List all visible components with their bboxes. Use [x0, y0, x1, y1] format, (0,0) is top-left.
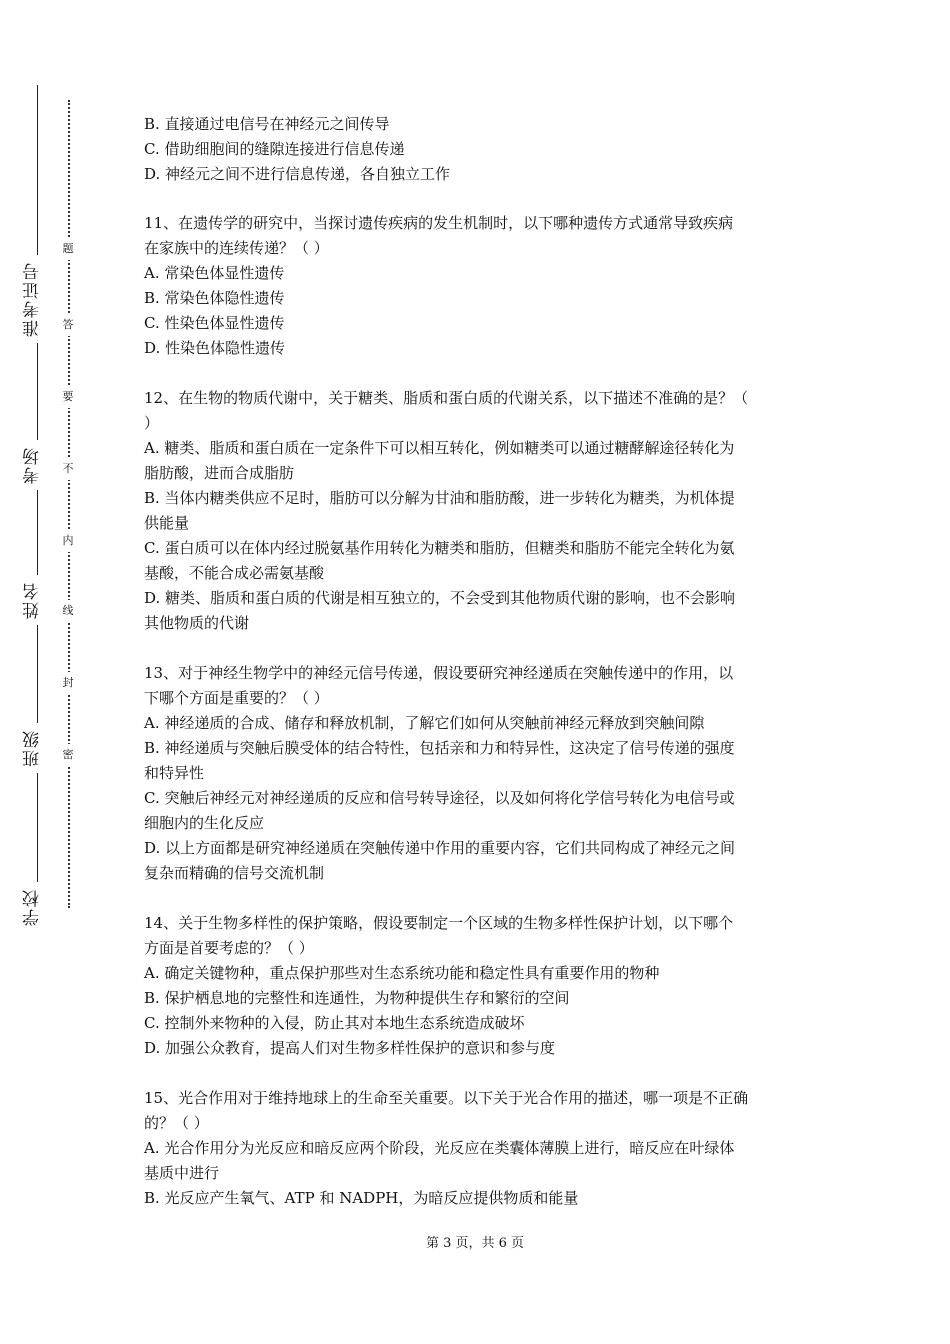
option-line: C. 蛋白质可以在体内经过脱氨基作用转化为糖类和脂肪，但糖类和脂肪不能完全转化为氨	[144, 539, 735, 557]
option-line: 脂肪酸，进而合成脂肪	[144, 464, 295, 482]
question-stem: ）	[144, 414, 160, 432]
seal-char: 要	[60, 386, 76, 408]
question-stem: 在家族中的连续传递？（ ）	[144, 239, 329, 257]
question-10-continued	[144, 112, 812, 187]
option-line: A. 糖类、脂质和蛋白质在一定条件下可以相互转化，例如糖类可以通过糖酵解途径转化为	[144, 439, 735, 457]
option-line: B. 当体内糖类供应不足时，脂肪可以分解为甘油和脂肪酸，进一步转化为糖类，为机体提	[144, 489, 735, 507]
question-stem: 14、关于生物多样性的保护策略，假设要制定一个区域的生物多样性保护计划，以下哪个	[144, 914, 734, 932]
label-name: 姓名	[20, 575, 56, 625]
option-line: C. 性染色体显性遗传	[144, 314, 285, 332]
option-line: 细胞内的生化反应	[144, 814, 265, 832]
option-line: D. 糖类、脂质和蛋白质的代谢是相互独立的，不会受到其他物质代谢的影响，也不会影响	[144, 589, 736, 607]
seal-char: 不	[60, 458, 76, 480]
option-line: A. 常染色体显性遗传	[144, 264, 285, 282]
option-line: A. 神经递质的合成、储存和释放机制，了解它们如何从突触前神经元释放到突触间隙	[144, 714, 705, 732]
option-line: B. 神经递质与突触后膜受体的结合特性，包括亲和力和特异性，这决定了信号传递的强度	[144, 739, 735, 757]
option-line: B. 直接通过电信号在神经元之间传导	[144, 115, 390, 133]
label-exam-room: 考场	[20, 440, 56, 490]
question-stem: 下哪个方面是重要的？（ ）	[144, 689, 329, 707]
seal-char: 题	[60, 238, 76, 260]
label-class: 班级	[20, 723, 56, 773]
option-line: 基质中进行	[144, 1164, 220, 1182]
seal-char: 密	[60, 744, 76, 766]
question-stem: 15、光合作用对于维持地球上的生命至关重要。以下关于光合作用的描述，哪一项是不正确	[144, 1089, 749, 1107]
seal-char: 封	[60, 672, 76, 694]
question-stem: 方面是首要考虑的？（ ）	[144, 939, 314, 957]
option-line: D. 加强公众教育，提高人们对生物多样性保护的意识和参与度	[144, 1039, 556, 1057]
option-line: A. 光合作用分为光反应和暗反应两个阶段，光反应在类囊体薄膜上进行，暗反应在叶绿体	[144, 1139, 735, 1157]
option-line: 复杂而精确的信号交流机制	[144, 864, 325, 882]
option-line: C. 控制外来物种的入侵，防止其对本地生态系统造成破坏	[144, 1014, 525, 1032]
question-15	[144, 1086, 812, 1211]
option-line: C. 借助细胞间的缝隙连接进行信息传递	[144, 140, 405, 158]
seal-char: 内	[60, 530, 76, 552]
question-13	[144, 661, 812, 886]
option-line: B. 常染色体隐性遗传	[144, 289, 285, 307]
option-line: B. 光反应产生氧气、ATP 和 NADPH，为暗反应提供物质和能量	[144, 1189, 579, 1207]
option-line: 供能量	[144, 514, 190, 532]
question-11	[144, 211, 812, 361]
question-stem: 的？（ ）	[144, 1114, 209, 1132]
option-line: 基酸，不能合成必需氨基酸	[144, 564, 325, 582]
option-line: A. 确定关键物种，重点保护那些对生态系统功能和稳定性具有重要作用的物种	[144, 964, 660, 982]
question-stem: 12、在生物的物质代谢中，关于糖类、脂质和蛋白质的代谢关系，以下描述不准确的是？（	[144, 389, 749, 407]
binding-margin	[0, 0, 120, 1344]
label-exam-number: 准考证号	[20, 255, 56, 343]
option-line: D. 神经元之间不进行信息传递，各自独立工作	[144, 165, 451, 183]
option-line: B. 保护栖息地的完整性和连通性，为物种提供生存和繁衍的空间	[144, 989, 570, 1007]
question-14	[144, 911, 812, 1061]
option-line: 其他物质的代谢	[144, 614, 250, 632]
seal-char: 线	[60, 600, 76, 622]
question-stem: 13、对于神经生物学中的神经元信号传递，假设要研究神经递质在突触传递中的作用，以	[144, 664, 734, 682]
page-footer: 第 3 页，共 6 页	[425, 1236, 525, 1251]
question-content	[144, 112, 812, 1236]
binding-dotted-line	[68, 100, 70, 908]
question-stem: 11、在遗传学的研究中，当探讨遗传疾病的发生机制时，以下哪种遗传方式通常导致疾病	[144, 214, 734, 232]
option-line: D. 以上方面都是研究神经递质在突触传递中作用的重要内容，它们共同构成了神经元之间	[144, 839, 736, 857]
option-line: D. 性染色体隐性遗传	[144, 339, 286, 357]
seal-char: 答	[60, 314, 76, 336]
label-school: 学校	[20, 882, 56, 932]
binding-solid-line	[37, 85, 38, 905]
question-12	[144, 386, 812, 636]
option-line: C. 突触后神经元对神经递质的反应和信号转导途径，以及如何将化学信号转化为电信号或	[144, 789, 735, 807]
option-line: 和特异性	[144, 764, 205, 782]
